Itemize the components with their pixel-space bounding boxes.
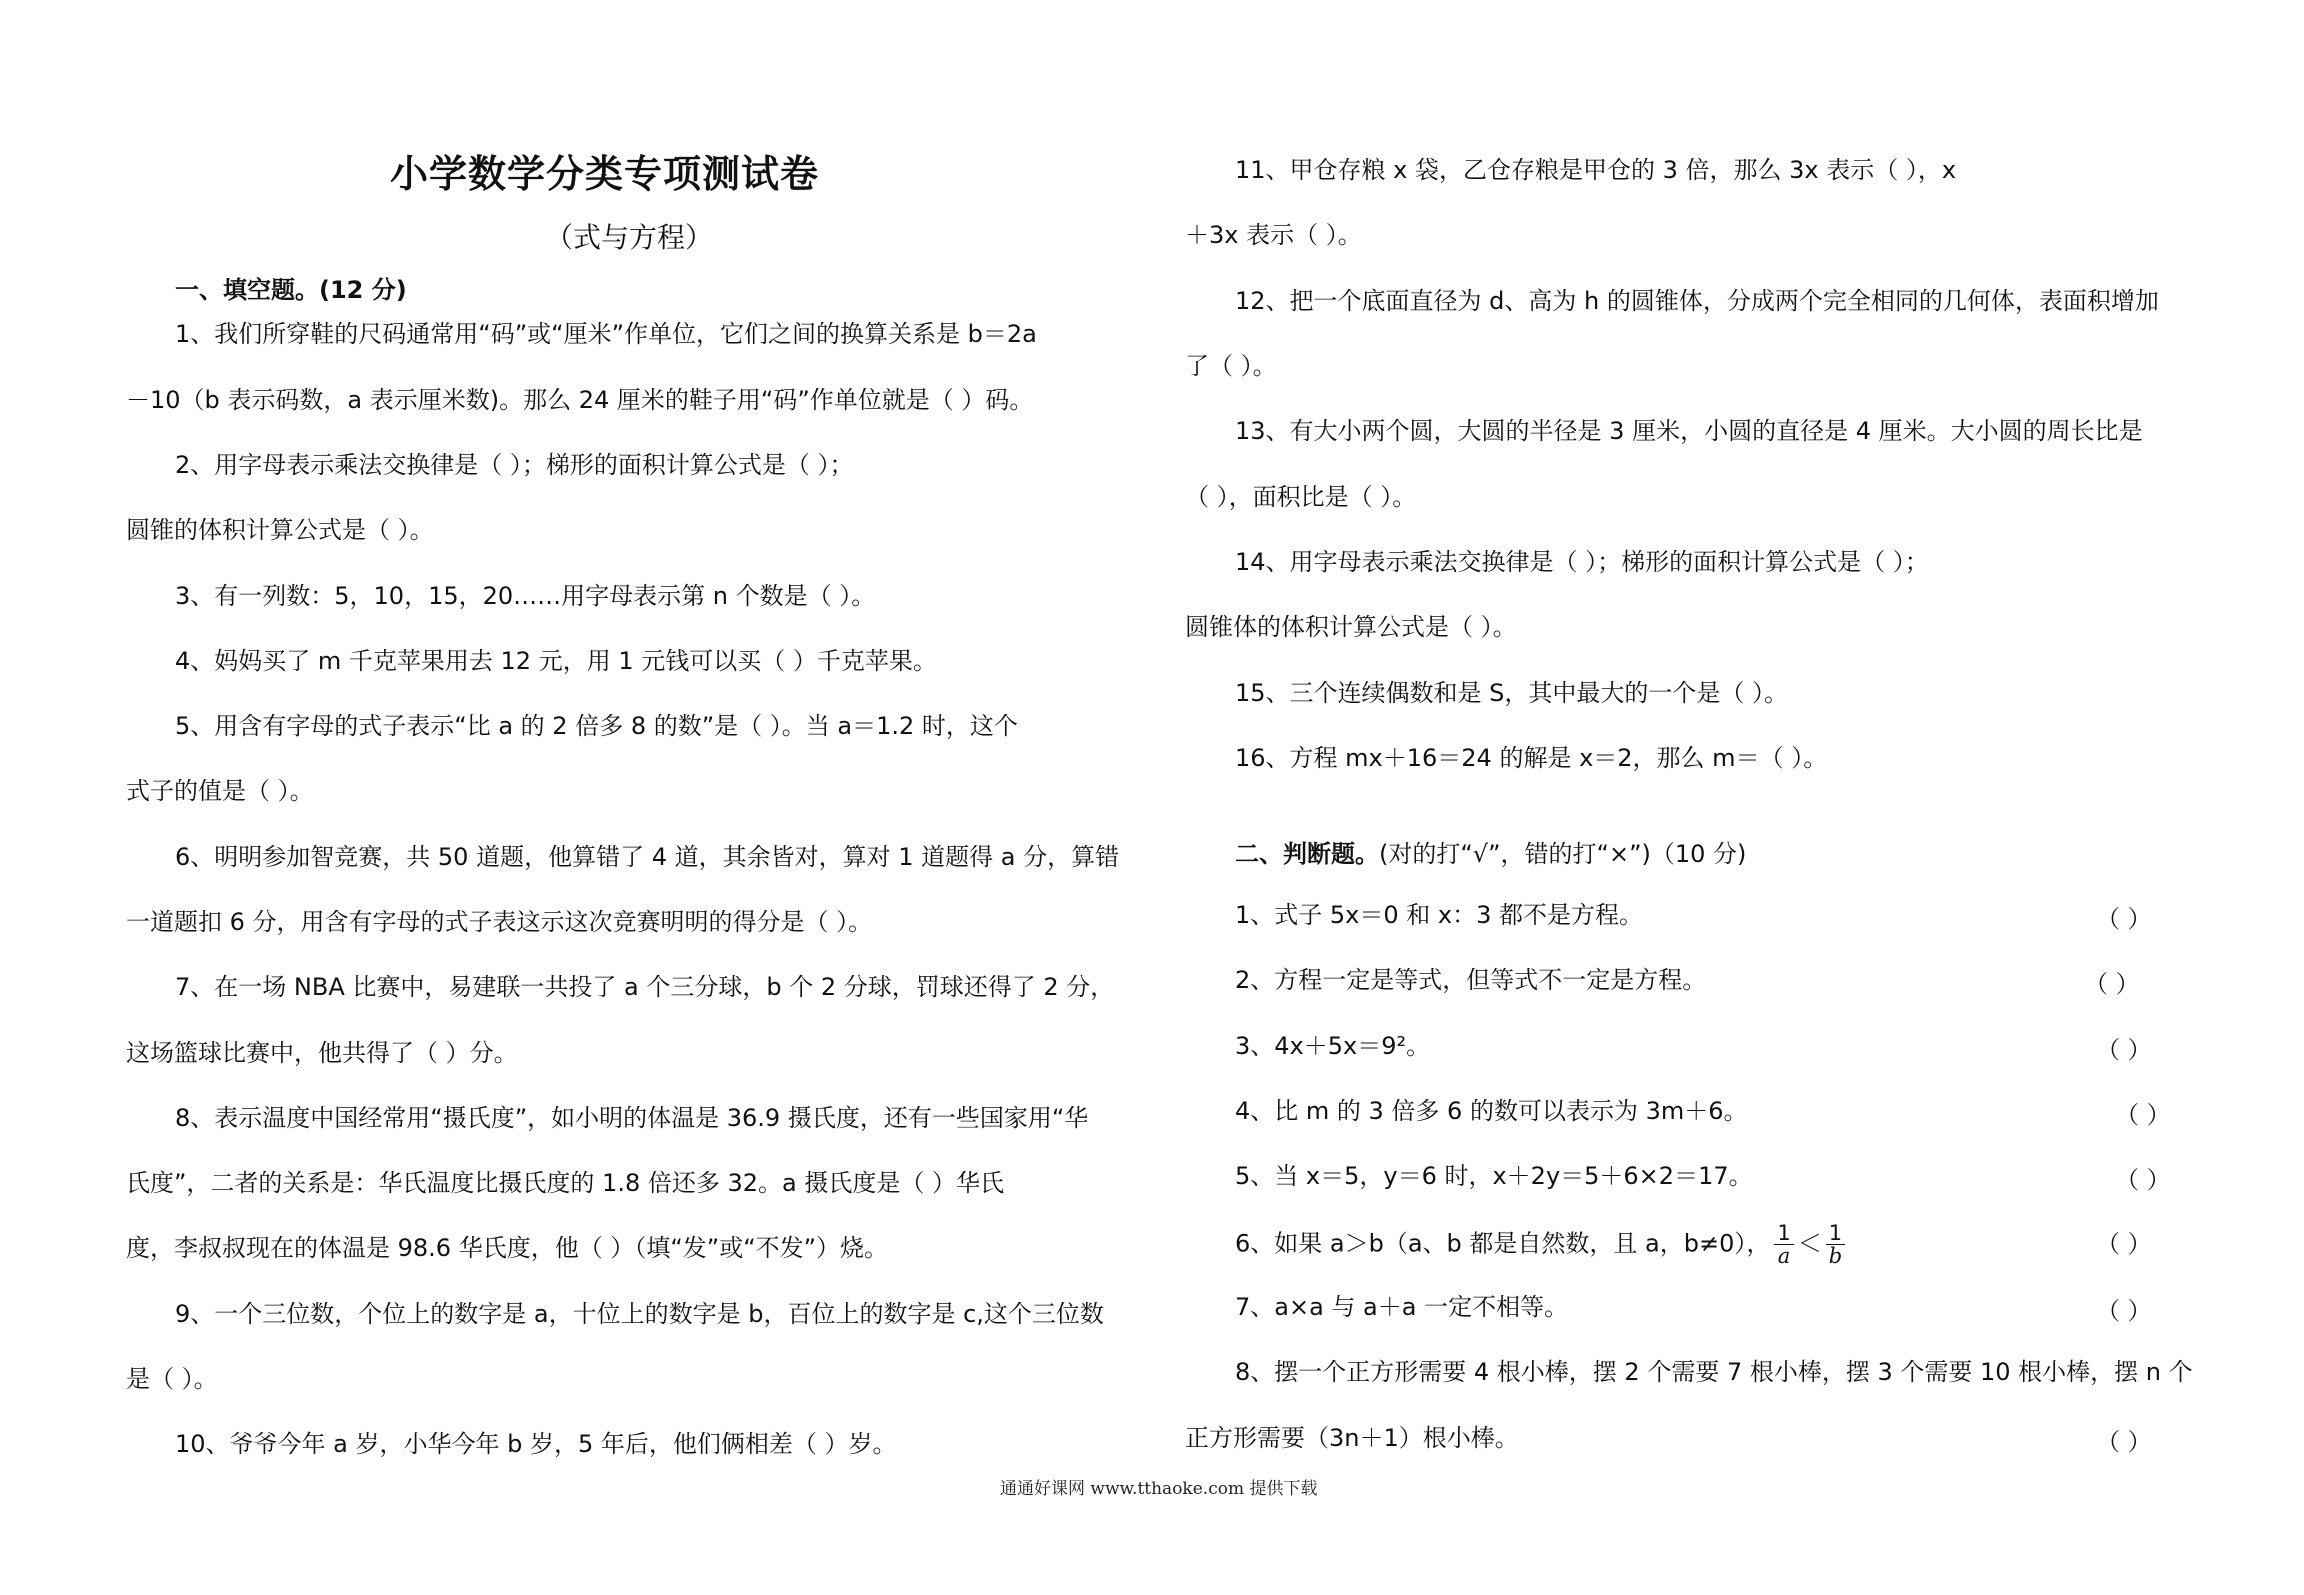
section2-heading [1235, 834, 1746, 869]
question-line: 度，李叔叔现在的体温是 98.6 华氏度，他（ ）（填“发”或“不发”）烧。 [126, 1234, 889, 1262]
question-line: 这场篮球比赛中，他共得了（ ）分。 [126, 1039, 518, 1067]
fraction-numerator: 1 [1774, 1222, 1793, 1245]
page-title: 小学数学分类专项测试卷 [390, 152, 820, 196]
judge-item: 5、当 x＝5，y＝6 时，x＋2y＝5＋6×2＝17。 [1235, 1162, 1753, 1190]
answer-paren: （ ） [2084, 970, 2140, 998]
judge-item: 正方形需要（3n＋1）根小棒。 [1185, 1424, 1519, 1452]
judge-item: 2、方程一定是等式，但等式不一定是方程。 [1235, 966, 1707, 994]
answer-paren: （ ） [2096, 1036, 2152, 1064]
question-line: 6、明明参加智竞赛，共 50 道题，他算错了 4 道，其余皆对，算对 1 道题得 a 分，算错 [175, 843, 1120, 871]
judge-item: 7、a×a 与 a＋a 一定不相等。 [1235, 1293, 1569, 1321]
question-line: 圆锥体的体积计算公式是（ ）。 [1185, 613, 1517, 641]
fraction-denominator: b [1828, 1244, 1843, 1268]
section2-note: (对的打“√”，错的打“×”)（10 分) [1379, 840, 1747, 868]
answer-paren: （ ） [2096, 905, 2152, 933]
section2-title: 二、判断题。 [1235, 840, 1379, 868]
question-line: 2、用字母表示乘法交换律是（ ）；梯形的面积计算公式是（ ）； [175, 451, 854, 479]
answer-paren: （ ） [2115, 1101, 2171, 1129]
question-line: 了（ ）。 [1185, 352, 1277, 380]
question-line: 16、方程 mx＋16＝24 的解是 x＝2，那么 m＝（ ）。 [1235, 744, 1828, 772]
judge-item: 8、摆一个正方形需要 4 根小棒，摆 2 个需要 7 根小棒，摆 3 个需要 10 根小棒，摆 n 个 [1235, 1358, 2193, 1386]
footer-source: 通通好课网 www.tthaoke.com 提供下载 [1000, 1479, 1318, 1499]
question-line: 一道题扣 6 分，用含有字母的式子表这示这次竞赛明明的得分是（ ）。 [126, 908, 873, 936]
question-line: 是（ ）。 [126, 1365, 218, 1393]
question-line: 1、我们所穿鞋的尺码通常用“码”或“厘米”作单位，它们之间的换算关系是 b＝2a [175, 320, 1037, 348]
question-line: 氏度”，二者的关系是：华氏温度比摄氏度的 1.8 倍还多 32。a 摄氏度是（ ）华氏 [126, 1169, 1004, 1197]
question-line: 5、用含有字母的式子表示“比 a 的 2 倍多 8 的数”是（ ）。当 a＝1.2 时，这个 [175, 712, 1018, 740]
question-line: 14、用字母表示乘法交换律是（ ）；梯形的面积计算公式是（ ）； [1235, 548, 1929, 576]
fraction-denominator: a [1777, 1244, 1791, 1268]
judge-item: 4、比 m 的 3 倍多 6 的数可以表示为 3m＋6。 [1235, 1097, 1748, 1125]
judge-item: 3、4x＋5x＝9²。 [1235, 1032, 1431, 1060]
question-line: 9、一个三位数，个位上的数字是 a，十位上的数字是 b，百位上的数字是 c,这个三位数 [175, 1300, 1104, 1328]
answer-paren: （ ） [2096, 1428, 2152, 1456]
question-line: 12、把一个底面直径为 d、高为 h 的圆锥体，分成两个完全相同的几何体，表面积增加 [1235, 287, 2159, 315]
answer-paren: （ ） [2096, 1230, 2152, 1258]
question-line: 8、表示温度中国经常用“摄氏度”，如小明的体温是 36.9 摄氏度，还有一些国家用“华 [175, 1104, 1089, 1132]
question-line: 10、爷爷今年 a 岁，小华今年 b 岁，5 年后，他们俩相差（ ）岁。 [175, 1430, 897, 1458]
question-line: 4、妈妈买了 m 千克苹果用去 12 元，用 1 元钱可以买（ ）千克苹果。 [175, 647, 937, 675]
question-line: （ ），面积比是（ ）。 [1185, 483, 1417, 511]
page-subtitle: （式与方程） [545, 221, 714, 254]
judge-item [1235, 1222, 1849, 1267]
question-line: 15、三个连续偶数和是 S，其中最大的一个是（ ）。 [1235, 679, 1789, 707]
question-line: 13、有大小两个圆，大圆的半径是 3 厘米，小圆的直径是 4 厘米。大小圆的周长比是 [1235, 417, 2143, 445]
answer-paren: （ ） [2096, 1297, 2152, 1325]
fraction-right [1826, 1222, 1845, 1267]
question-line: 7、在一场 NBA 比赛中，易建联一共投了 a 个三分球，b 个 2 分球，罚球还得了 2 分， [175, 973, 1115, 1001]
judge-item-text: 6、如果 a＞b（a、b 都是自然数，且 a，b≠0）， [1235, 1229, 1771, 1258]
fraction-left [1774, 1222, 1793, 1267]
judge-item: 1、式子 5x＝0 和 x：3 都不是方程。 [1235, 901, 1643, 929]
question-line: 圆锥的体积计算公式是（ ）。 [126, 516, 434, 544]
answer-paren: （ ） [2115, 1166, 2171, 1194]
fraction-operator: ＜ [1797, 1229, 1822, 1258]
section1-heading: 一、填空题。(12 分) [175, 276, 407, 304]
question-line: －10（b 表示码数，a 表示厘米数)。那么 24 厘米的鞋子用“码”作单位就是（ ）码。 [126, 386, 1034, 414]
fraction-numerator: 1 [1826, 1222, 1845, 1245]
question-line: 式子的值是（ ）。 [126, 777, 314, 805]
question-line: 11、甲仓存粮 x 袋，乙仓存粮是甲仓的 3 倍，那么 3x 表示（ ），x [1235, 156, 1957, 184]
question-line: ＋3x 表示（ ）。 [1185, 221, 1362, 249]
question-line: 3、有一列数：5，10，15，20……用字母表示第 n 个数是（ ）。 [175, 582, 876, 610]
